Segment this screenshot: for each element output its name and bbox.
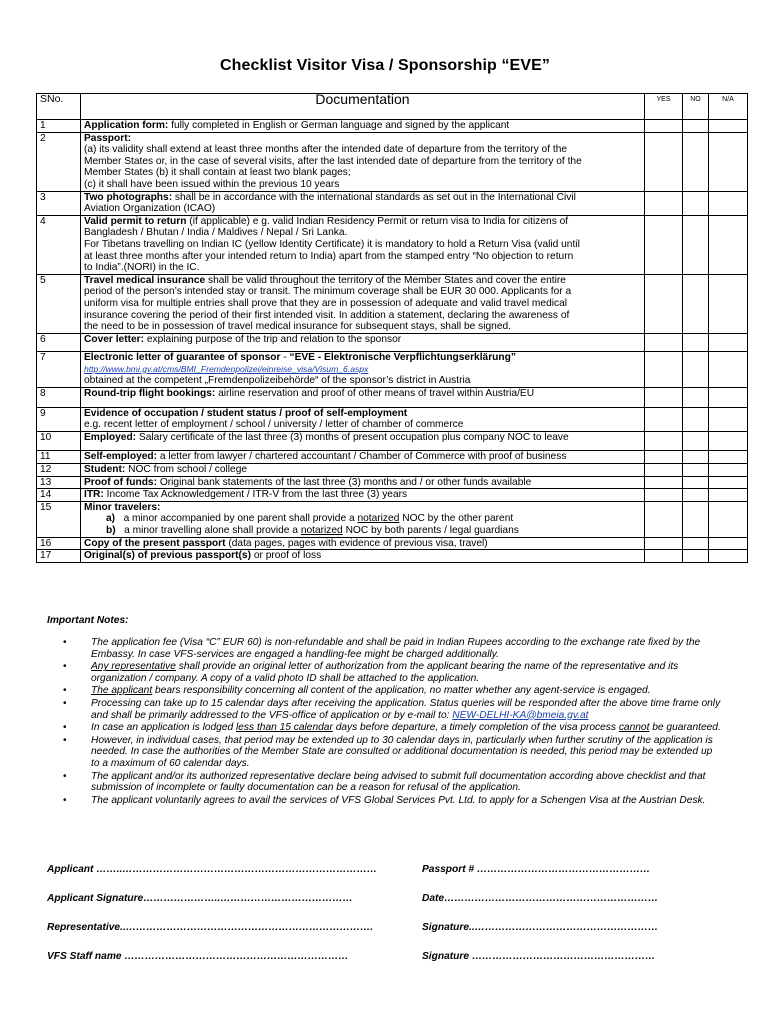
note-text: be guaranteed. [649,722,721,734]
row-detail-line: Member States (b) it shall contain at least two blank pages; [84,167,351,179]
row-text: shall be in accordance with the international standards as set out in the International Civil [172,191,576,203]
no-checkbox-cell[interactable] [683,333,709,352]
row-label: Original(s) of previous passport(s) [84,550,251,562]
row-detail-line: Bangladesh / Bhutan / India / Maldives / Nepal / Sri Lanka. [84,227,348,239]
na-checkbox-cell[interactable] [709,132,748,191]
table-row [37,352,748,388]
no-checkbox-cell[interactable] [683,132,709,191]
no-checkbox-cell[interactable] [683,431,709,451]
no-checkbox-cell[interactable] [683,451,709,464]
signature-line [47,951,707,980]
row-label-2: “EVE - Elektronische Verpflichtungserklärung” [289,352,516,364]
na-checkbox-cell[interactable] [709,388,748,408]
na-checkbox-cell[interactable] [709,464,748,477]
header-yes: YES [645,94,683,120]
row-label: Student: [84,464,126,476]
row-text: fully completed in English or German language and signed by the applicant [168,120,510,131]
row-documentation [81,215,645,274]
sub-item-text: a minor accompanied by one parent shall provide a [123,513,358,525]
signature-line [47,922,707,951]
header-documentation: Documentation [81,94,645,120]
note-underlined-text: Any representative [91,661,176,673]
row-text: or proof of loss [251,550,322,562]
row-text: shall be valid throughout the territory of the Member States and cover the entire [205,274,566,286]
na-checkbox-cell[interactable] [709,451,748,464]
na-checkbox-cell[interactable] [709,333,748,352]
row-first-line [84,502,641,514]
row-label: Valid permit to return [84,215,187,227]
row-number: 17 [37,550,81,563]
row-text: Salary certificate of the last three (3) months of present occupation plus company NOC to leave [136,431,569,443]
no-checkbox-cell[interactable] [683,191,709,215]
row-label: Evidence of occupation / student status / proof of self-employment [84,407,408,419]
row-first-line [84,275,641,287]
sub-item-text: a minor travelling alone shall provide a [124,525,301,536]
row-documentation [81,431,645,451]
yes-checkbox-cell[interactable] [645,388,683,408]
bullet-icon: • [63,722,67,734]
yes-checkbox-cell[interactable] [645,464,683,477]
row-number: 4 [37,215,81,274]
row-label: Proof of funds: [84,476,157,488]
no-checkbox-cell[interactable] [683,407,709,431]
table-row [37,489,748,502]
table-row [37,191,748,215]
note-text: However, in individual cases, that period may be extended up to 30 calendar days in, particularly when further scrutiny of the application is needed. In case the authorities of the Member State are consulted or additional documentation is needed, this period may be extended up to a maximum of 60 calendar days. [91,734,713,769]
row-detail-line: Member States or, in the case of several visits, after the last intended date of departure from the territory of the [84,155,582,167]
row-label: Round-trip flight bookings: [84,388,216,400]
note-text: In case an application is lodged [91,722,236,734]
note-text: The applicant and/or its authorized representative declare being advised to submit full documentation according above checklist and that submission of incomplete or faulty documentation can be a reason for refusal of the application. [91,770,706,794]
table-row [37,132,748,191]
no-checkbox-cell[interactable] [683,476,709,489]
row-number: 12 [37,464,81,477]
row-label: Employed: [84,431,137,443]
note-text: days before departure, a timely completion of the visa process [332,722,619,734]
table-row [37,550,748,563]
signature-line [47,893,707,922]
sub-item-marker: a) [106,513,116,525]
row-documentation [81,191,645,215]
row-text: a letter from lawyer / chartered accountant / Chamber of Commerce with proof of business [157,451,567,463]
note-text: The application fee (Visa “C” EUR 60) is non-refundable and shall be paid in Indian Rupees according to the exchange rate fixed by the Embassy. In case VFS-services are engaged a handling-fee might be charged additionally. [91,637,701,660]
na-checkbox-cell[interactable] [709,215,748,274]
yes-checkbox-cell[interactable] [645,489,683,502]
row-number: 8 [37,388,81,408]
row-number: 1 [37,120,81,133]
row-detail-line: For Tibetans travelling on Indian IC (yellow Identity Certificate) it is mandatory to hold a Return Visa (valid until [84,238,580,250]
row-detail-line: (a) its validity shall extend at least three months after the intended date of departure from the territory of the [84,144,568,156]
row-first-line [84,464,641,476]
note-text: Processing can take up to 15 calendar days after receiving the application. Status queries will be responded after the above time frame only and shall be primarily addressed to the VFS-office of application or by e-mail to: [91,697,721,721]
bullet-icon: • [63,661,67,673]
na-checkbox-cell[interactable] [709,274,748,333]
signature-block [47,864,707,980]
sub-item-marker: b) [106,525,116,536]
row-first-line [84,538,641,550]
row-number: 11 [37,451,81,464]
row-number: 2 [37,132,81,191]
signature-field-left[interactable]: Applicant ……..………………………………………………………………… [47,864,377,875]
signature-field-right[interactable]: Passport # …………………………………………… [422,864,651,875]
email-link[interactable]: NEW-DELHI-KA@bmeia.gv.at [452,709,589,721]
header-sno: SNo. [37,94,81,120]
row-first-line [84,550,641,562]
row-first-line [84,334,641,346]
na-checkbox-cell[interactable] [709,489,748,502]
note-text: bears responsibility concerning all content of the application, no matter whether any agent-service is engaged. [152,685,651,697]
note-item [63,637,723,660]
row-label: Minor travelers: [84,501,161,513]
yes-checkbox-cell[interactable] [645,451,683,464]
row-documentation [81,388,645,408]
no-checkbox-cell[interactable] [683,464,709,477]
table-header-row [37,94,748,120]
na-checkbox-cell[interactable] [709,431,748,451]
note-item [63,735,723,770]
row-text: (data pages, pages with evidence of previous visa, travel) [225,537,488,549]
row-first-line [84,352,641,364]
signature-field-right[interactable]: Signature ……………………………………………… [422,951,656,962]
checklist-table [36,93,748,563]
row-documentation [81,451,645,464]
sub-item-text: NOC by both parents / legal guardians [342,525,519,536]
eve-link[interactable]: http://www.bmi.gv.at/cms/BMI_Fremdenpolizei/einreise_visa/Visum_6.aspx [84,363,369,374]
table-row [37,388,748,408]
row-documentation [81,333,645,352]
na-checkbox-cell[interactable] [709,407,748,431]
row-text: - [280,352,290,364]
table-row [37,274,748,333]
table-row [37,451,748,464]
row-first-line [84,408,641,420]
row-detail-line: obtained at the competent „Fremdenpolizeibehörde“ of the sponsor’s district in Austria [84,375,471,387]
signature-field-left[interactable]: VFS Staff name ………………………………………………………… [47,951,349,962]
row-number: 7 [37,352,81,388]
row-documentation [81,537,645,550]
sub-item-underlined: notarized [300,525,343,536]
header-no: NO [683,94,709,120]
note-underlined-text: less than 15 calendar [236,722,333,734]
no-checkbox-cell[interactable] [683,274,709,333]
no-checkbox-cell[interactable] [683,537,709,550]
signature-field-left[interactable]: Representative..………………………………………………………………. [47,922,374,933]
row-first-line [84,388,641,400]
row-sub-item [84,525,641,537]
row-first-line [84,120,641,132]
no-checkbox-cell[interactable] [683,550,709,563]
row-detail-line: Aviation Organization (ICAO) [84,203,216,215]
bullet-icon: • [63,794,67,806]
yes-checkbox-cell[interactable] [645,550,683,563]
row-number: 14 [37,489,81,502]
sub-item-underlined: notarized [357,513,400,525]
yes-checkbox-cell[interactable] [645,352,683,388]
row-first-line [84,133,641,145]
bullet-icon: • [63,770,67,782]
row-label: Copy of the present passport [84,537,226,549]
row-detail-line: to India”.(NORI) in the IC. [84,262,200,274]
yes-checkbox-cell[interactable] [645,191,683,215]
note-item [63,771,723,794]
yes-checkbox-cell[interactable] [645,431,683,451]
row-first-line [84,192,641,204]
row-text: Original bank statements of the last three (3) months and / or other funds available [157,476,532,488]
signature-field-right[interactable]: Date……………………………………………………… [422,893,659,904]
row-detail-line: at least three months after your intended return to India) apart from the stamped entry “No objection to return [84,250,574,262]
row-number: 15 [37,501,81,537]
row-documentation [81,550,645,563]
note-item [63,795,723,807]
table-row [37,476,748,489]
row-documentation [81,352,645,388]
yes-checkbox-cell[interactable] [645,333,683,352]
row-number: 6 [37,333,81,352]
row-documentation [81,120,645,133]
signature-field-left[interactable]: Applicant Signature…………………..………………………………… [47,893,353,904]
yes-checkbox-cell[interactable] [645,274,683,333]
na-checkbox-cell[interactable] [709,537,748,550]
table-row [37,464,748,477]
row-detail-line: (c) it shall have been issued within the previous 10 years [84,178,340,190]
row-first-line [84,451,641,463]
row-label: Passport: [84,132,131,144]
row-text: NOC from school / college [125,464,248,476]
table-row [37,407,748,431]
row-detail-line: insurance covering the period of their first intended visit. In addition a statement, declaring the awareness of [84,309,570,321]
row-text: airline reservation and proof of other means of travel within Austria/EU [215,388,535,400]
table-row [37,333,748,352]
row-number: 10 [37,431,81,451]
header-na: N/A [709,94,748,120]
row-number: 13 [37,476,81,489]
table-row [37,215,748,274]
bullet-icon: • [63,734,67,746]
note-text: shall provide an original letter of authorization from the applicant bearing the name of the representative and its organization / company. A copy of a valid photo ID shall be attached to the application. [91,661,679,684]
no-checkbox-cell[interactable] [683,120,709,133]
important-notes-heading: Important Notes: [47,615,129,626]
page-title: Checklist Visitor Visa / Sponsorship “EVE” [220,57,550,74]
row-sub-item [84,513,641,525]
no-checkbox-cell[interactable] [683,388,709,408]
note-item [63,661,723,684]
row-detail-line: e.g. recent letter of employment / school / university / letter of chamber of commerce [84,419,464,431]
na-checkbox-cell[interactable] [709,476,748,489]
note-item [63,698,723,721]
na-checkbox-cell[interactable] [709,550,748,563]
na-checkbox-cell[interactable] [709,120,748,133]
note-text: The applicant voluntarily agrees to avail the services of VFS Global Services Pvt. Ltd. to apply for a Schengen Visa at the Austrian Desk. [91,794,706,806]
row-documentation [81,132,645,191]
table-row [37,537,748,550]
note-item [63,722,723,734]
row-detail-line: the need to be in possession of travel medical insurance for subsequent stays, shall be signed. [84,321,511,333]
note-underlined-text: cannot [618,722,650,734]
note-underlined-text: The applicant [91,685,153,697]
row-text: Income Tax Acknowledgement / ITR-V from the last three (3) years [103,489,408,501]
bullet-icon: • [63,697,67,709]
yes-checkbox-cell[interactable] [645,120,683,133]
row-number: 5 [37,274,81,333]
row-first-line [84,432,641,444]
signature-line [47,864,707,893]
row-documentation [81,407,645,431]
row-text: (if applicable) e g. valid Indian Residency Permit or return visa to India for citizens of [186,215,569,227]
row-documentation [81,476,645,489]
row-label: Self-employed: [84,451,158,463]
table-row [37,501,748,537]
row-documentation [81,274,645,333]
row-text: explaining purpose of the trip and relation to the sponsor [144,333,402,345]
na-checkbox-cell[interactable] [709,352,748,388]
na-checkbox-cell[interactable] [709,191,748,215]
row-label: Two photographs: [84,191,173,203]
yes-checkbox-cell[interactable] [645,132,683,191]
yes-checkbox-cell[interactable] [645,501,683,537]
row-documentation [81,501,645,537]
table-row [37,120,748,133]
row-detail-line: period of the person’s intended stay or transit. The minimum coverage shall be EUR 30 000. Applicants for a [84,286,572,298]
no-checkbox-cell[interactable] [683,352,709,388]
sub-item-text: NOC by the other parent [399,513,514,525]
no-checkbox-cell[interactable] [683,501,709,537]
signature-field-right[interactable]: Signature..……………………………………………… [422,922,659,933]
row-number: 9 [37,407,81,431]
important-notes-list [63,637,723,807]
row-first-line [84,216,641,228]
row-label: Travel medical insurance [84,274,206,286]
row-first-line [84,489,641,501]
row-number: 16 [37,537,81,550]
no-checkbox-cell[interactable] [683,489,709,502]
note-item [63,685,723,697]
table-row [37,431,748,451]
row-label: ITR: [84,489,104,501]
row-link-line [84,364,641,376]
row-label: Electronic letter of guarantee of sponsor [84,352,281,364]
row-first-line [84,477,641,489]
row-documentation [81,464,645,477]
yes-checkbox-cell[interactable] [645,407,683,431]
row-label: Application form: [84,120,169,131]
na-checkbox-cell[interactable] [709,501,748,537]
row-number: 3 [37,191,81,215]
yes-checkbox-cell[interactable] [645,215,683,274]
no-checkbox-cell[interactable] [683,215,709,274]
row-label: Cover letter: [84,333,145,345]
yes-checkbox-cell[interactable] [645,476,683,489]
bullet-icon: • [63,685,67,697]
bullet-icon: • [63,637,67,648]
row-detail-line: uniform visa for multiple entries shall prove that they are in possession of adequate and valid travel medical [84,297,568,309]
row-documentation [81,489,645,502]
yes-checkbox-cell[interactable] [645,537,683,550]
